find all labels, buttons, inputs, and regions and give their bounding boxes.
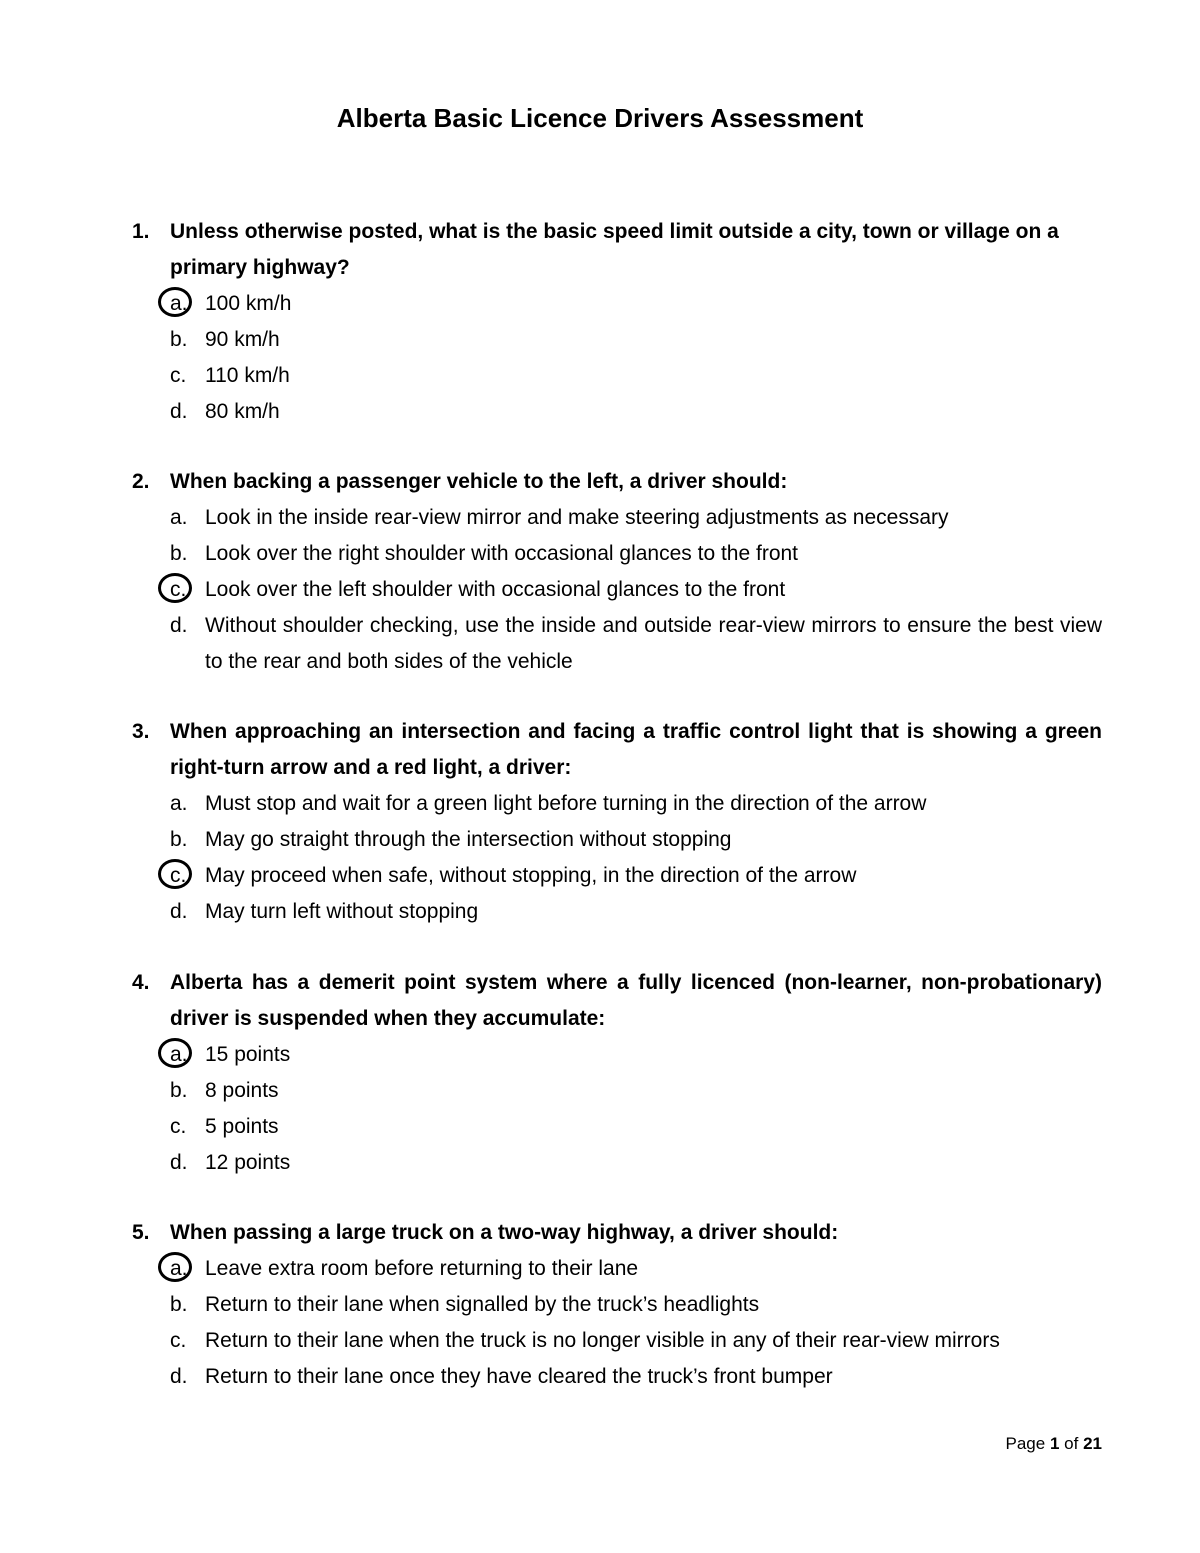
option-letter: b. xyxy=(170,542,188,565)
option-a xyxy=(132,286,1102,322)
option-text: Look over the left shoulder with occasional glances to the front xyxy=(205,578,786,601)
option-text: Return to their lane when the truck is no longer visible in any of their rear-view mirrors xyxy=(205,1329,1000,1352)
question-number: 2. xyxy=(132,470,150,493)
question-number: 3. xyxy=(132,720,150,743)
option-letter: c. xyxy=(170,864,187,887)
option-letter: c. xyxy=(170,364,187,387)
option-c xyxy=(132,572,1102,608)
option-letter: a. xyxy=(170,1257,188,1280)
option-letter: a. xyxy=(170,1043,188,1066)
question-text: 4. Alberta has a demerit point system where a fully licenced (non-learner, non-probationary) driver is suspended when they accumulate: xyxy=(132,965,1102,1037)
question-text: 3. When approaching an intersection and facing a traffic control light that is showing a green right-turn arrow and a red light, a driver: xyxy=(132,714,1102,786)
question-1 xyxy=(132,214,1102,430)
option-text: Look over the right shoulder with occasional glances to the front xyxy=(205,542,799,565)
option-letter: a. xyxy=(170,506,188,529)
option-text: Must stop and wait for a green light before turning in the direction of the arrow xyxy=(205,792,927,815)
option-text: May proceed when safe, without stopping, in the direction of the arrow xyxy=(205,864,857,887)
page-number-footer xyxy=(1006,1432,1102,1456)
question-3 xyxy=(132,714,1102,930)
page-of-label: of xyxy=(1064,1434,1079,1453)
option-a xyxy=(132,786,1102,822)
option-c xyxy=(132,1323,1102,1359)
option-b xyxy=(132,822,1102,858)
option-b xyxy=(132,536,1102,572)
option-d xyxy=(132,1359,1102,1395)
option-text: May go straight through the intersection without stopping xyxy=(205,828,732,851)
page-label: Page xyxy=(1005,1434,1046,1453)
option-text: 8 points xyxy=(205,1079,279,1102)
option-letter: d. xyxy=(170,900,188,923)
option-text: 80 km/h xyxy=(205,400,280,423)
option-letter: c. xyxy=(170,578,187,601)
option-text: May turn left without stopping xyxy=(205,900,479,923)
option-text: Look in the inside rear-view mirror and make steering adjustments as necessary xyxy=(205,506,949,529)
total-pages: 21 xyxy=(1083,1434,1102,1453)
option-c xyxy=(132,1109,1102,1145)
option-letter: b. xyxy=(170,1079,188,1102)
document-title: Alberta Basic Licence Drivers Assessment xyxy=(336,103,864,133)
option-text: Return to their lane when signalled by the truck’s headlights xyxy=(205,1293,760,1316)
option-a xyxy=(132,1037,1102,1073)
question-text: 2. When backing a passenger vehicle to the left, a driver should: xyxy=(132,464,1102,500)
option-d xyxy=(132,1145,1102,1181)
option-d xyxy=(132,394,1102,430)
option-text: 5 points xyxy=(205,1115,279,1138)
option-text: 100 km/h xyxy=(205,292,292,315)
question-5 xyxy=(132,1215,1102,1395)
question-2 xyxy=(132,464,1102,680)
option-letter: b. xyxy=(170,328,188,351)
question-text: 1. Unless otherwise posted, what is the basic speed limit outside a city, town or village on a primary highway? xyxy=(132,214,1102,286)
option-letter: d. xyxy=(170,1151,188,1174)
question-4 xyxy=(132,965,1102,1181)
option-letter: c. xyxy=(170,1115,187,1138)
option-letter: d. xyxy=(170,400,188,423)
option-letter: d. xyxy=(170,1365,188,1388)
option-text: 110 km/h xyxy=(205,364,290,387)
question-number: 1. xyxy=(132,220,150,243)
option-c xyxy=(132,858,1102,894)
option-a xyxy=(132,500,1102,536)
option-b xyxy=(132,1287,1102,1323)
option-text: 12 points xyxy=(205,1151,291,1174)
option-letter: a. xyxy=(170,792,188,815)
option-letter: d. xyxy=(170,614,188,637)
current-page: 1 xyxy=(1049,1434,1060,1453)
option-text: 90 km/h xyxy=(205,328,280,351)
option-text: Without shoulder checking, use the inside and outside rear-view mirrors to ensure the best view to the rear and both sides of the vehicle xyxy=(205,614,1102,673)
option-text: 15 points xyxy=(205,1043,291,1066)
option-text: Leave extra room before returning to their lane xyxy=(205,1257,639,1280)
option-letter: b. xyxy=(170,1293,188,1316)
option-d xyxy=(132,894,1102,930)
option-text: Return to their lane once they have cleared the truck’s front bumper xyxy=(205,1365,833,1388)
option-b xyxy=(132,322,1102,358)
option-letter: c. xyxy=(170,1329,187,1352)
question-number: 4. xyxy=(132,971,150,994)
option-letter: a. xyxy=(170,292,188,315)
option-b xyxy=(132,1073,1102,1109)
option-letter: b. xyxy=(170,828,188,851)
question-text: 5. When passing a large truck on a two-way highway, a driver should: xyxy=(132,1215,1102,1251)
option-d xyxy=(132,608,1102,680)
question-number: 5. xyxy=(132,1221,150,1244)
option-c xyxy=(132,358,1102,394)
option-a xyxy=(132,1251,1102,1287)
